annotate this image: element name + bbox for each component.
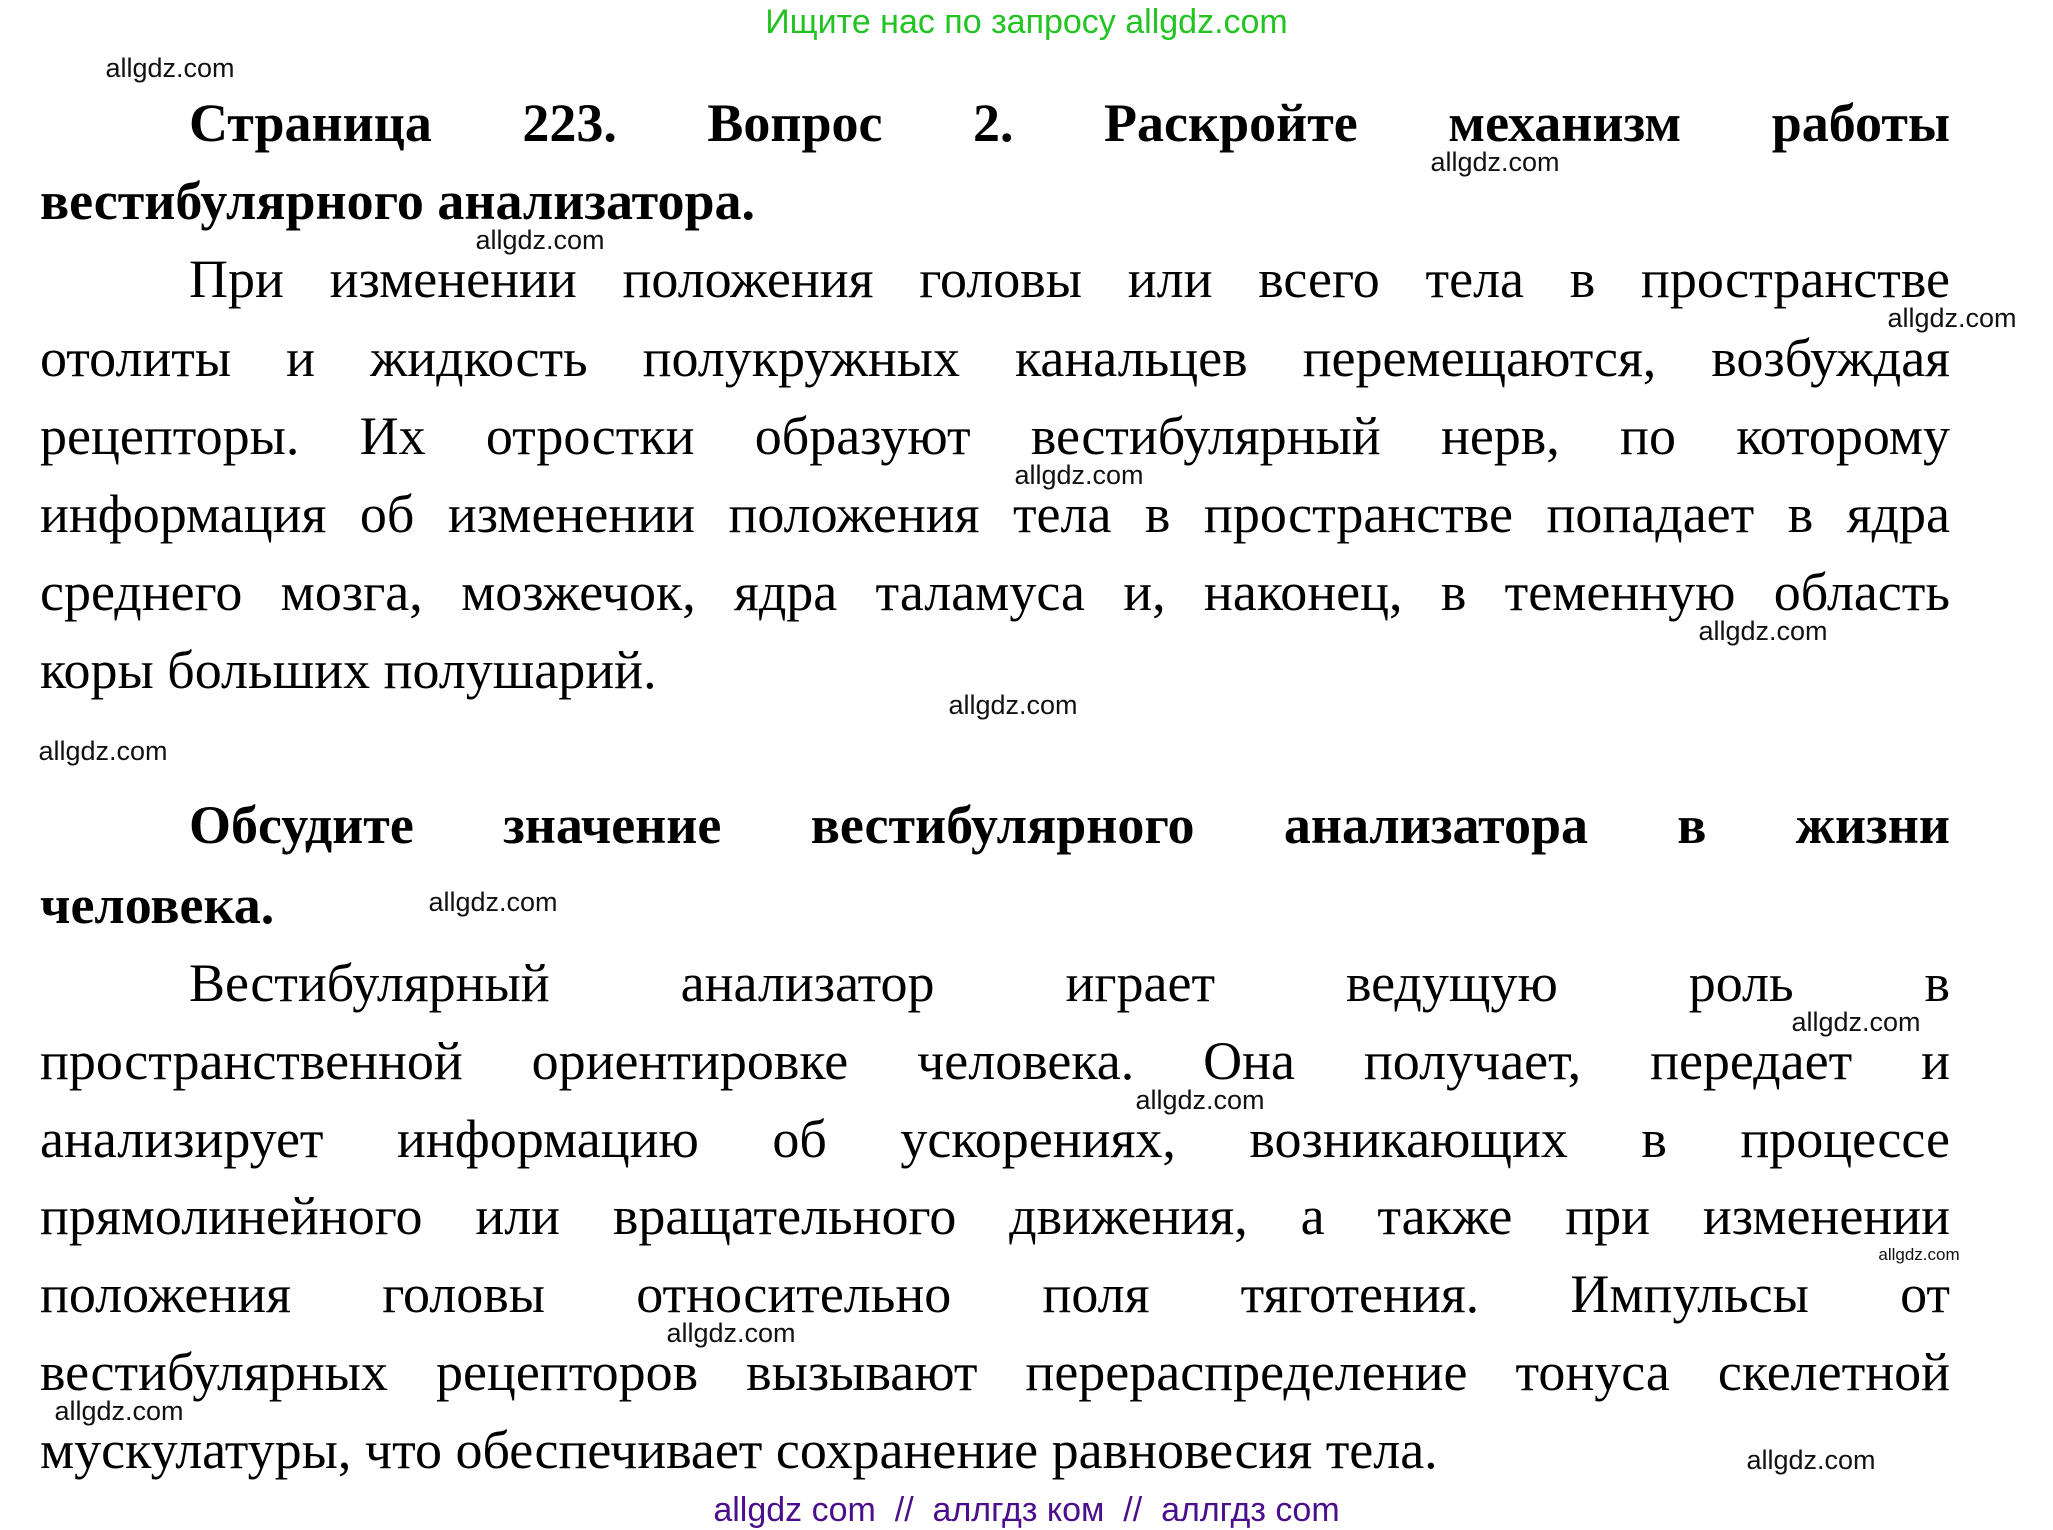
watermark: allgdz.com — [1878, 1245, 1960, 1264]
watermark: allgdz.com — [948, 690, 1078, 720]
watermark: allgdz.com — [1135, 1085, 1265, 1115]
watermark: allgdz.com — [54, 1396, 184, 1426]
watermark: allgdz.com — [1698, 616, 1828, 646]
section2-paragraph-line: пространственной ориентировке человека. Она получает, передает и — [40, 1031, 1950, 1091]
section2-paragraph-line: вестибулярных рецепторов вызывают перераспределение тонуса скелетной — [40, 1342, 1950, 1402]
footer-banner: allgdz com // аллгдз ком // аллгдз com — [713, 1491, 1340, 1529]
section2-paragraph-line: анализирует информацию об ускорениях, возникающих в процессе — [40, 1109, 1950, 1169]
section2-paragraph-line: положения головы относительно поля тяготения. Импульсы от — [40, 1264, 1950, 1324]
watermark: allgdz.com — [1430, 147, 1560, 177]
section1-heading-line: вестибулярного анализатора. — [40, 171, 755, 231]
section1-paragraph-line: среднего мозга, мозжечок, ядра таламуса и, наконец, в теменную область — [40, 562, 1950, 622]
section2-paragraph-line: мускулатуры, что обеспечивает сохранение равновесия тела. — [40, 1420, 1438, 1480]
section1-paragraph-line: коры больших полушарий. — [40, 640, 657, 700]
watermark: allgdz.com — [105, 53, 235, 83]
section1-paragraph-line: информация об изменении положения тела в пространстве попадает в ядра — [40, 484, 1950, 544]
section1-paragraph-line: отолиты и жидкость полукружных канальцев перемещаются, возбуждая — [40, 328, 1950, 388]
watermark: allgdz.com — [1014, 460, 1144, 490]
watermark: allgdz.com — [428, 887, 558, 917]
section1-heading-line: Страница 223. Вопрос 2. Раскройте механизм работы — [189, 93, 1950, 153]
section1-paragraph-line: рецепторы. Их отростки образуют вестибулярный нерв, по которому — [40, 406, 1950, 466]
search-banner: Ищите нас по запросу allgdz.com — [765, 3, 1288, 41]
section1-paragraph-line: При изменении положения головы или всего тела в пространстве — [189, 249, 1950, 309]
watermark: allgdz.com — [666, 1318, 796, 1348]
section2-heading-line: Обсудите значение вестибулярного анализатора в жизни — [189, 795, 1950, 855]
section2-paragraph-line: Вестибулярный анализатор играет ведущую роль в — [189, 953, 1950, 1013]
watermark: allgdz.com — [38, 736, 168, 766]
watermark: allgdz.com — [475, 225, 605, 255]
section2-heading-line: человека. — [40, 875, 275, 935]
section2-paragraph-line: прямолинейного или вращательного движения, а также при изменении — [40, 1186, 1950, 1246]
watermark: allgdz.com — [1746, 1445, 1876, 1475]
watermark: allgdz.com — [1791, 1007, 1921, 1037]
watermark: allgdz.com — [1887, 303, 2017, 333]
